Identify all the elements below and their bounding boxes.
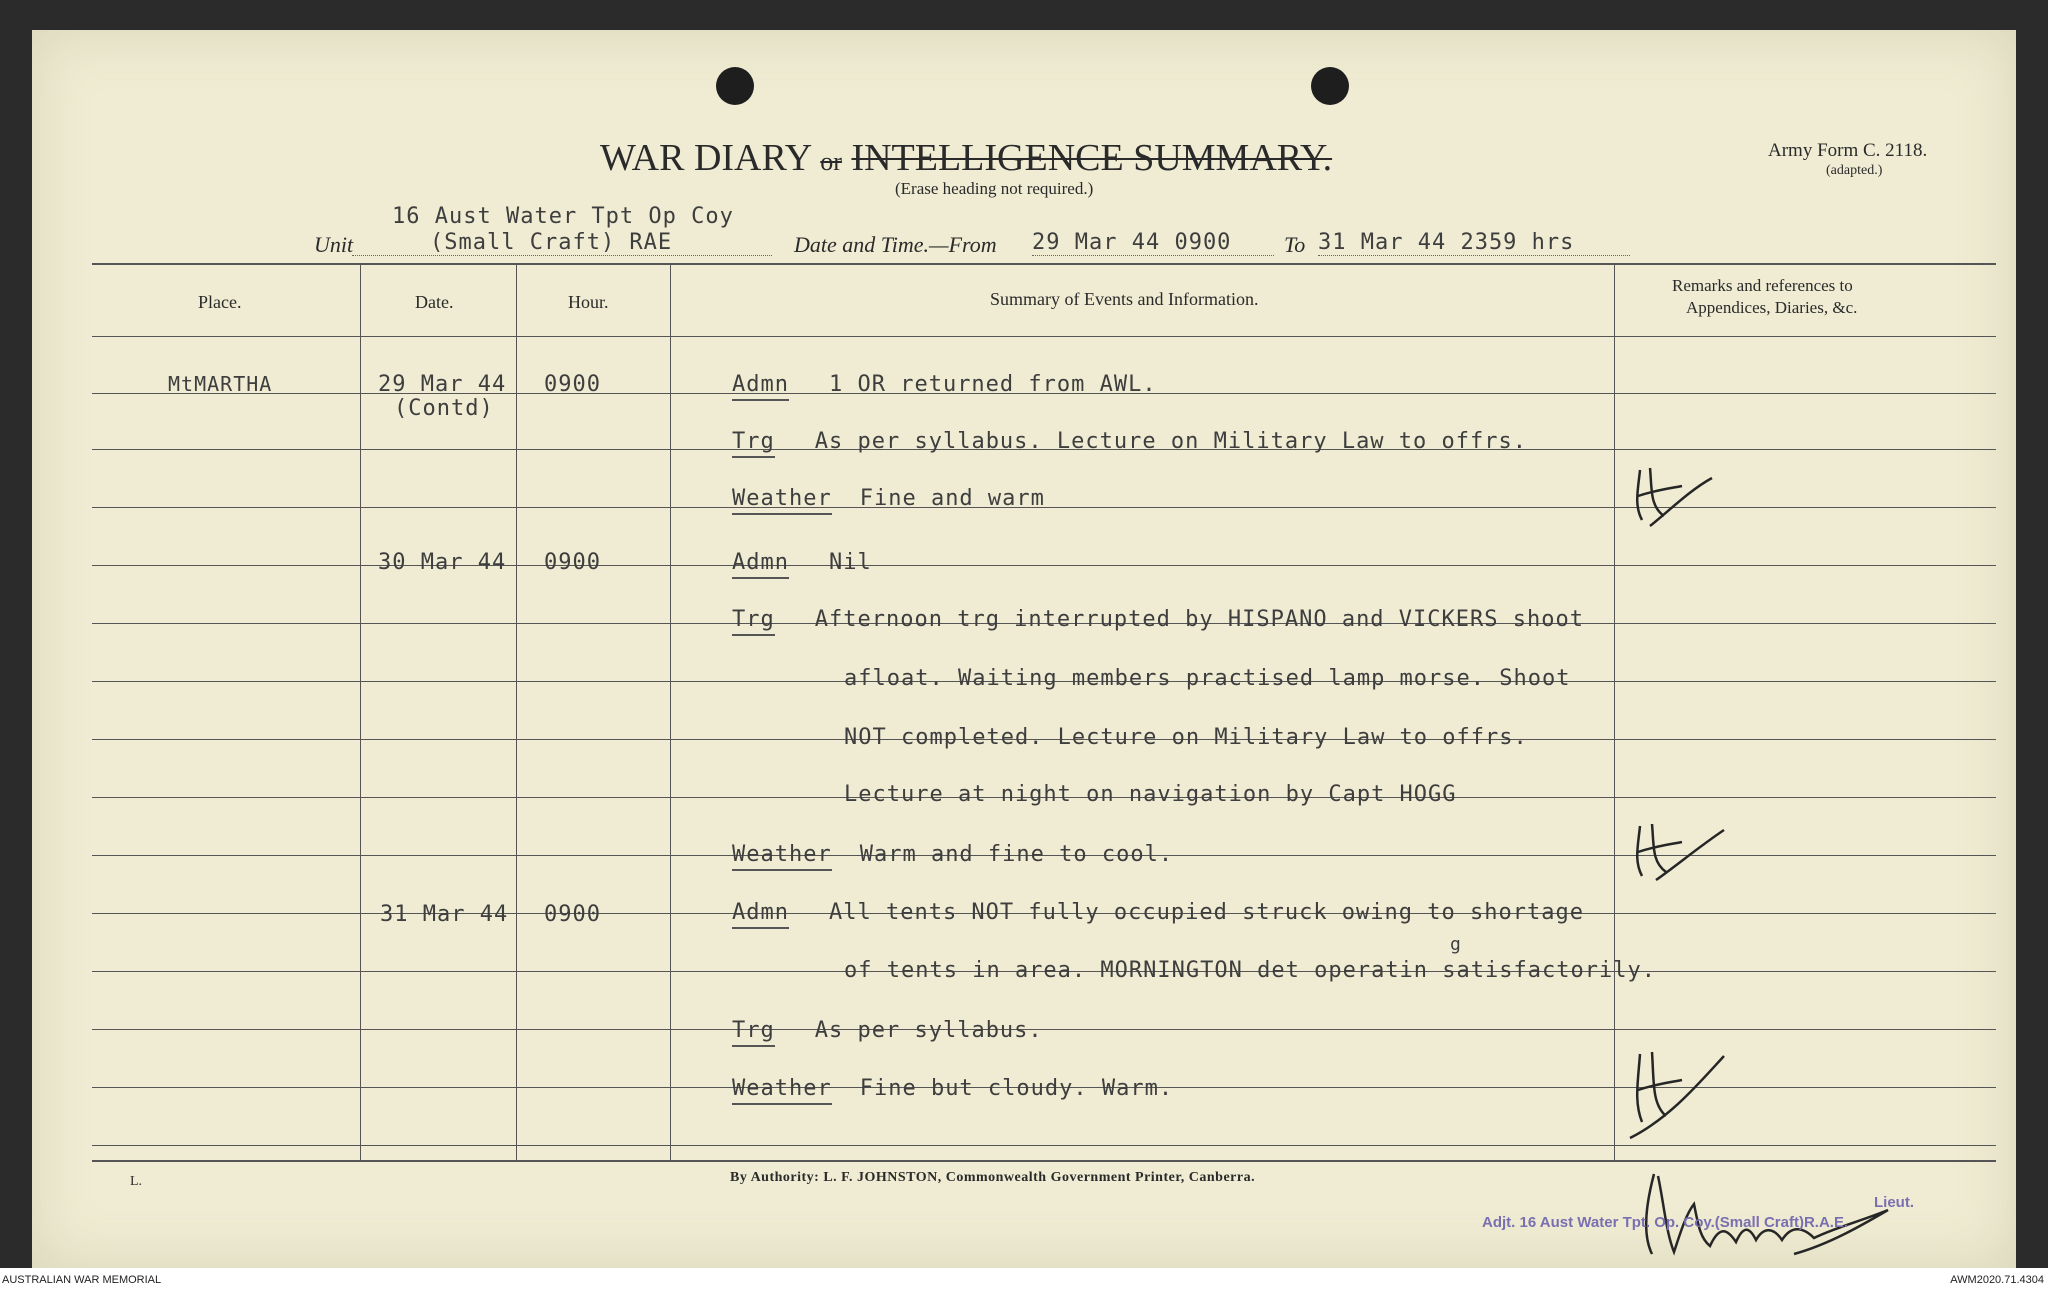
hour-cell-2: 0900 — [544, 550, 601, 575]
entry-row — [844, 666, 1571, 691]
entry-row — [732, 550, 872, 575]
entry-text: As per syllabus. Lecture on Military Law to offrs. — [814, 429, 1528, 454]
entry-row — [732, 900, 1584, 925]
entry-text: Lecture at night on navigation by Capt HOGG — [844, 782, 1457, 807]
credit-left: AUSTRALIAN WAR MEMORIAL — [2, 1274, 162, 1286]
from-value: 29 Mar 44 0900 — [1032, 230, 1274, 256]
signature — [1624, 1154, 1904, 1264]
entry-label: Trg — [732, 1018, 775, 1047]
ruled-line — [92, 336, 1996, 337]
entry-text: Fine but cloudy. Warm. — [859, 1076, 1174, 1101]
unit-label: Unit — [314, 232, 354, 257]
entry-label: Admn — [732, 550, 789, 579]
entry-text: Fine and warm — [859, 486, 1045, 511]
header-place: Place. — [198, 292, 242, 312]
title-intelligence-summary: INTELLIGENCE SUMMARY. — [851, 137, 1333, 179]
title-or: or — [820, 147, 842, 176]
date-cell-1: 29 Mar 44 — [378, 372, 507, 397]
title-heading — [600, 136, 1332, 180]
date-cell-2: 30 Mar 44 — [378, 550, 507, 575]
initials-mark-1 — [1620, 460, 1730, 530]
entry-row — [732, 1018, 1043, 1043]
entry-label: Admn — [732, 372, 789, 401]
stamp-rank: Lieut. — [1874, 1194, 1914, 1211]
form-code: L. — [130, 1174, 143, 1189]
entry-row — [732, 607, 1584, 632]
entry-text: 1 OR returned from AWL. — [828, 372, 1157, 397]
date-time-label: Date and Time.—From — [794, 232, 997, 257]
entry-row — [732, 1076, 1173, 1101]
header-summary: Summary of Events and Information. — [990, 289, 1259, 309]
date-cell-1-sub: (Contd) — [394, 396, 494, 421]
unit-line-1: 16 Aust Water Tpt Op Coy — [392, 204, 734, 229]
diary-page — [32, 30, 2016, 1268]
entry-text: Afternoon trg interrupted by HISPANO and VICKERS shoot — [814, 607, 1584, 632]
insert-g-mark: g — [1450, 934, 1462, 955]
header-date: Date. — [415, 292, 454, 312]
ruled-line — [92, 1145, 1996, 1146]
header-remarks-1: Remarks and references to — [1672, 276, 1853, 295]
to-value: 31 Mar 44 2359 hrs — [1318, 230, 1630, 256]
header-hour: Hour. — [568, 292, 609, 312]
entry-text: Nil — [828, 550, 872, 575]
entry-label: Trg — [732, 429, 775, 458]
date-cell-3: 31 Mar 44 — [380, 902, 509, 927]
entry-label: Weather — [732, 1076, 832, 1105]
place-cell: MtMARTHA — [168, 372, 273, 396]
entry-text: All tents NOT fully occupied struck owing to shortage — [828, 900, 1584, 925]
entry-label: Weather — [732, 842, 832, 871]
entry-label: Trg — [732, 607, 775, 636]
initials-mark-3 — [1620, 1042, 1740, 1142]
entry-row — [844, 782, 1457, 807]
punch-hole-left — [716, 67, 754, 105]
entry-label: Weather — [732, 486, 832, 515]
entry-row — [732, 842, 1173, 867]
hour-cell-3: 0900 — [544, 902, 601, 927]
entry-text: NOT completed. Lecture on Military Law to offrs. — [844, 725, 1528, 750]
initials-mark-2 — [1620, 816, 1740, 886]
adapted-label: (adapted.) — [1826, 163, 1883, 178]
to-label: To — [1284, 232, 1306, 257]
credit-right: AWM2020.71.4304 — [1950, 1274, 2044, 1286]
army-form-label: Army Form C. 2118. — [1768, 140, 1928, 161]
header-remarks-2: Appendices, Diaries, &c. — [1686, 298, 1858, 317]
entry-text: Warm and fine to cool. — [859, 842, 1174, 867]
entry-row — [844, 725, 1528, 750]
stamp-text: Adjt. 16 Aust Water Tpt. Op. Coy.(Small Craft)R.A.E. — [1482, 1214, 1849, 1231]
punch-hole-right — [1311, 67, 1349, 105]
ruled-line — [92, 1029, 1996, 1030]
entry-row — [732, 372, 1157, 397]
entry-row — [844, 958, 1656, 983]
unit-line-2: (Small Craft) RAE — [352, 230, 772, 256]
hour-cell-1: 0900 — [544, 372, 601, 397]
authority-line: By Authority: L. F. JOHNSTON, Commonwealth Government Printer, Canberra. — [730, 1170, 1256, 1185]
archive-credit-bar — [0, 1268, 2048, 1312]
entry-text: of tents in area. MORNINGTON det operatin satisfactorily. — [844, 958, 1656, 983]
entry-text: As per syllabus. — [814, 1018, 1043, 1043]
entry-row — [732, 486, 1045, 511]
entry-label: Admn — [732, 900, 789, 929]
title-war-diary: WAR DIARY — [600, 137, 811, 179]
erase-note: (Erase heading not required.) — [895, 179, 1094, 198]
entry-row — [732, 429, 1527, 454]
entry-text: afloat. Waiting members practised lamp morse. Shoot — [844, 666, 1571, 691]
